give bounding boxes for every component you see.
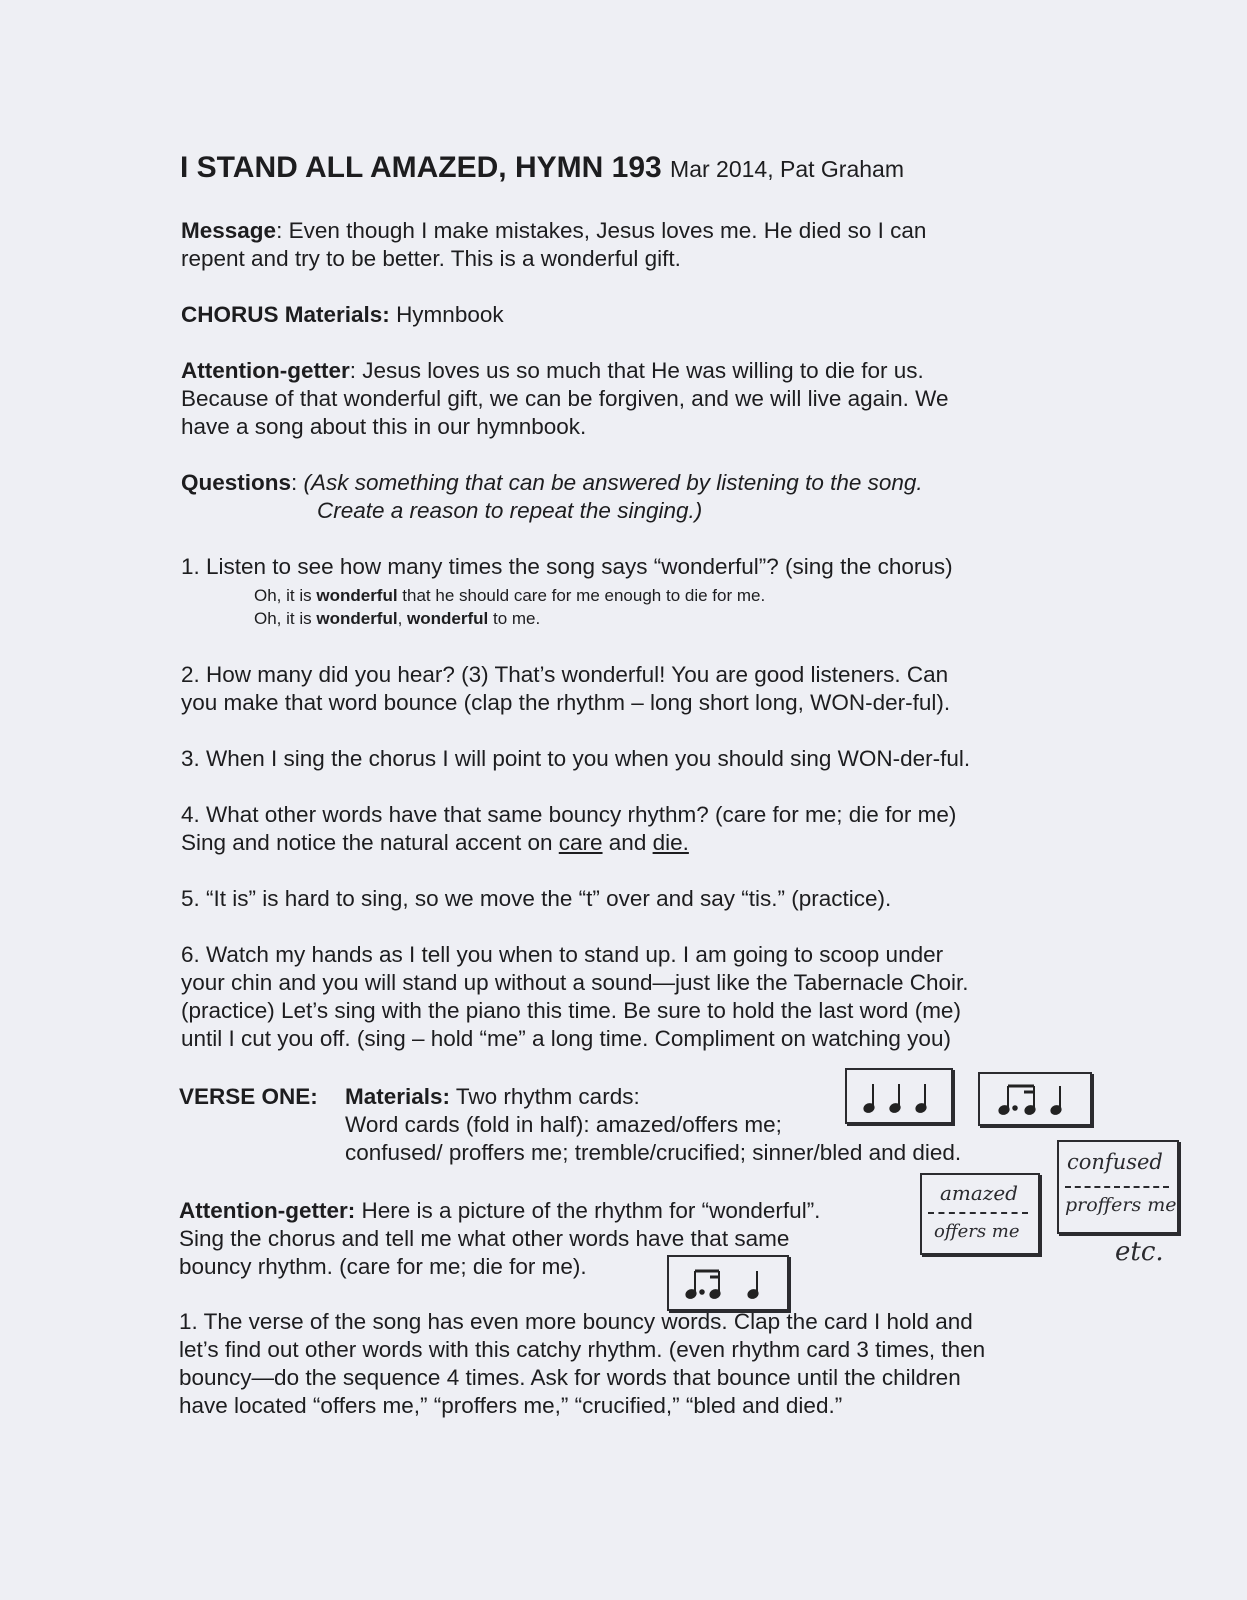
verse-question-1-line-2: let’s find out other words with this catchy rhythm. (even rhythm card 3 times, then [179,1337,986,1362]
lyric-line-1 [254,584,765,608]
bouncy-rhythm-card [978,1072,1092,1126]
word-card-2-bottom: proffers me [1065,1194,1177,1216]
q4-text-a: Sing and notice the natural accent on [181,830,559,855]
fold-line [1065,1186,1169,1188]
dotted-eighth-sixteenth-quarter-icon [980,1074,1090,1124]
verse-question-1-line-4: have located “offers me,” “proffers me,” “crucified,” “bled and died.” [179,1393,843,1418]
lyric-1-c: that he should care for me enough to die for me. [397,586,766,605]
verse-materials-line-3: confused/ proffers me; tremble/crucified; sinner/bled and died. [345,1140,962,1165]
message-line-1: Message: Even though I make mistakes, Jesus loves me. He died so I can [181,218,927,243]
questions-line-2: Create a reason to repeat the singing.) [317,498,703,523]
questions-label: Questions [181,470,292,495]
page-title [180,150,904,187]
attention-line-2: Because of that wonderful gift, we can be forgiven, and we will live again. We [181,386,949,411]
message-label: Message [181,218,277,243]
verse-materials-line-2: Word cards (fold in half): amazed/offers me; [345,1112,782,1137]
attention-line-3: have a song about this in our hymnbook. [181,414,587,439]
verse-question-1-line-3: bouncy—do the sequence 4 times. Ask for words that bounce until the children [179,1365,961,1390]
title-meta: Mar 2014, Pat Graham [670,156,904,182]
verse-materials-text-1: Two rhythm cards: [455,1084,640,1109]
question-6-line-3: (practice) Let’s sing with the piano this time. Be sure to hold the last word (me) [181,998,961,1023]
q4-care: care [558,830,603,855]
lyric-2-d: wonderful [407,609,489,628]
lyric-2-b: wonderful [316,609,398,628]
chorus-materials-label: CHORUS Materials: [181,302,390,327]
verse-one-label: VERSE ONE: [179,1084,318,1109]
questions-text-1: (Ask something that can be answered by listening to the song. [303,470,923,495]
lyric-line-2 [254,607,540,631]
verse-attention-line-3: bouncy rhythm. (care for me; die for me). [179,1254,587,1279]
three-quarter-notes-icon [847,1070,951,1122]
wonderful-rhythm-card [667,1255,789,1311]
verse-attention-line-2: Sing the chorus and tell me what other words have that same [179,1226,790,1251]
word-card-amazed [920,1173,1040,1255]
attention-label: Attention-getter [181,358,350,383]
fold-line [928,1212,1028,1214]
question-4-line-1: 4. What other words have that same bouncy rhythm? (care for me; die for me) [181,802,957,827]
message-text-1: Even though I make mistakes, Jesus loves me. He died so I can [288,218,927,243]
verse-attention-line-1 [179,1197,820,1225]
attention-line-1: Attention-getter: Jesus loves us so much that He was willing to die for us. [181,358,924,383]
question-2-line-2: you make that word bounce (clap the rhythm – long short long, WON-der-ful). [181,690,951,715]
lyric-1-a: Oh, it is [254,586,317,605]
chorus-materials [181,301,504,329]
word-card-1-bottom: offers me [934,1221,1020,1242]
lyric-2-a: Oh, it is [254,609,317,628]
question-3: 3. When I sing the chorus I will point to you when you should sing WON-der-ful. [181,746,971,771]
message-line-2: repent and try to be better. This is a wonderful gift. [181,246,681,271]
title-main: I STAND ALL AMAZED, HYMN 193 [180,151,662,184]
question-1: 1. Listen to see how many times the song says “wonderful”? (sing the chorus) [181,554,953,579]
verse-attention-text-1: Here is a picture of the rhythm for “wonderful”. [361,1198,821,1223]
lyric-2-e: to me. [488,609,541,628]
questions-line-1: Questions: (Ask something that can be answered by listening to the song. [181,470,923,495]
verse-materials-label: Materials: [345,1084,451,1109]
lyric-1-b: wonderful [316,586,398,605]
question-4-line-2 [181,829,689,857]
even-rhythm-card [845,1068,953,1124]
word-card-1-top: amazed [940,1181,1018,1205]
chorus-materials-value: Hymnbook [396,302,504,327]
q4-die: die. [652,830,689,855]
verse-question-1-line-1: 1. The verse of the song has even more bouncy words. Clap the card I hold and [179,1309,973,1334]
attention-text-1: Jesus loves us so much that He was willing to die for us. [362,358,924,383]
q4-text-c: and [602,830,653,855]
handwritten-etc: etc. [1115,1237,1164,1267]
question-5: 5. “It is” is hard to sing, so we move the “t” over and say “tis.” (practice). [181,886,892,911]
word-card-confused [1057,1140,1179,1234]
verse-materials-line-1 [345,1083,640,1111]
question-6-line-2: your chin and you will stand up without a sound—just like the Tabernacle Choir. [181,970,969,995]
wonderful-rhythm-icon [669,1257,787,1309]
question-2-line-1: 2. How many did you hear? (3) That’s wonderful! You are good listeners. Can [181,662,949,687]
word-card-2-top: confused [1067,1150,1163,1174]
question-6-line-1: 6. Watch my hands as I tell you when to stand up. I am going to scoop under [181,942,944,967]
verse-attention-label: Attention-getter: [179,1198,356,1223]
lyric-2-c: , [397,609,408,628]
question-6-line-4: until I cut you off. (sing – hold “me” a long time. Compliment on watching you) [181,1026,951,1051]
